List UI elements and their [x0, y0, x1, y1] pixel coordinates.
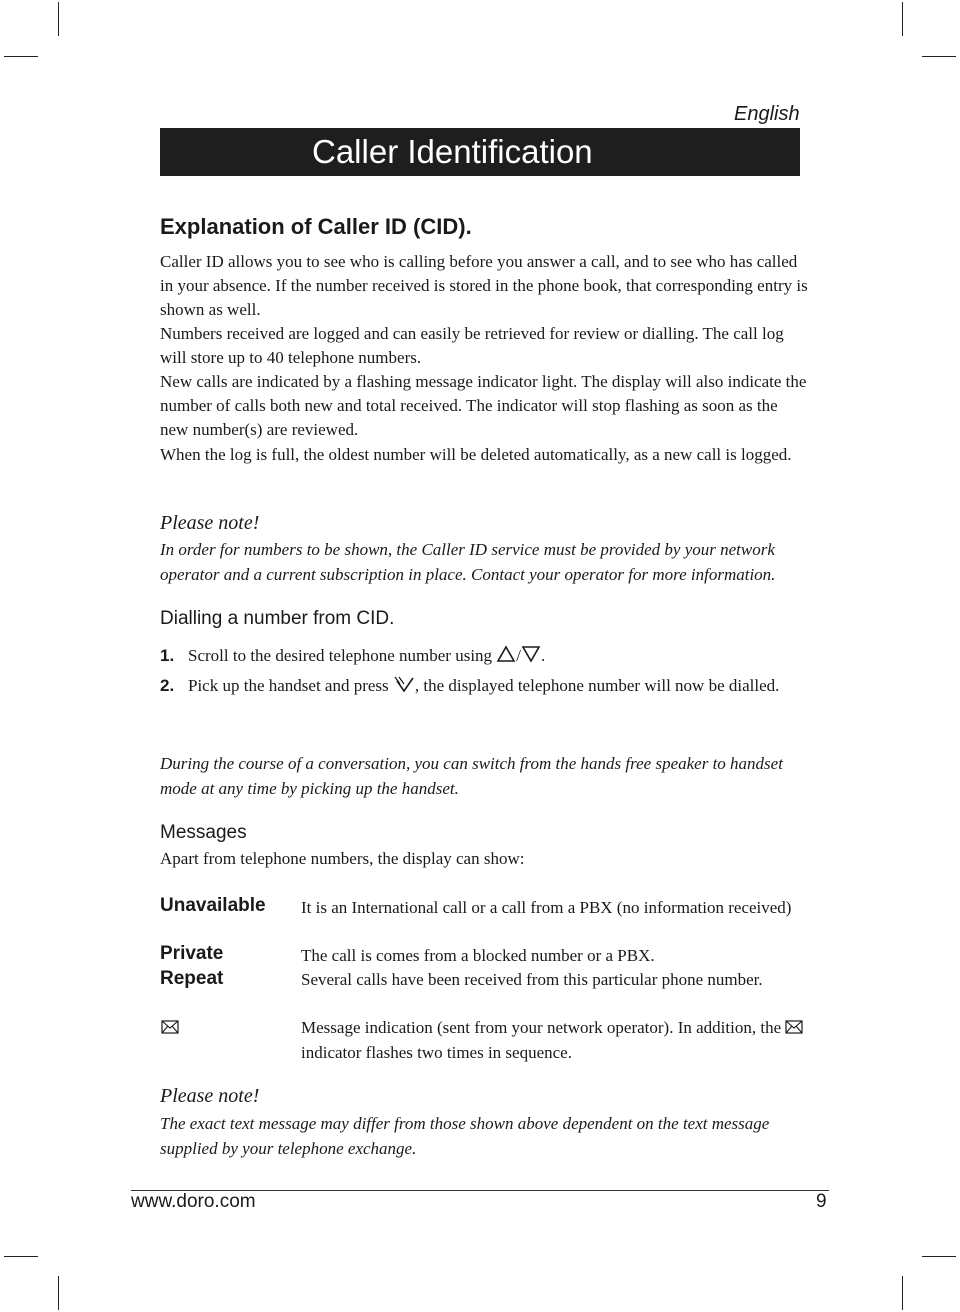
messages-intro: Apart from telephone numbers, the display can show: — [160, 849, 525, 868]
note-heading: Please note! — [160, 512, 260, 534]
paragraph: Caller ID allows you to see who is calling before you answer a call, and to see who has called in your absence. If the number received is stored in the phone book, that corresponding entry is shown as well. — [160, 252, 808, 320]
section-heading-messages: Messages — [160, 822, 247, 843]
section-heading-dialling: Dialling a number from CID. — [160, 608, 395, 629]
envelope-icon — [785, 1017, 803, 1041]
note-text: In order for numbers to be shown, the Caller ID service must be provided by your network operator and a current subscription in place. Contact your operator for more information. — [160, 540, 776, 584]
language-label: English — [734, 103, 800, 125]
footer-url: www.doro.com — [131, 1191, 256, 1212]
section-heading-cid: Explanation of Caller ID (CID). — [160, 214, 472, 239]
message-label-unavailable: Unavailable — [160, 895, 266, 916]
message-label-private: Private — [160, 943, 224, 964]
crop-mark — [902, 1276, 903, 1310]
step-text: Scroll to the desired telephone number using / . — [188, 644, 810, 670]
page-title: Caller Identification — [312, 133, 593, 170]
message-desc: The call is comes from a blocked number or a PBX. — [301, 946, 655, 965]
down-arrow-icon — [521, 645, 541, 670]
paragraph: Numbers received are logged and can easily be retrieved for review or dialling. The call log will store up to 40 telephone numbers. — [160, 324, 784, 368]
page-number: 9 — [816, 1191, 827, 1212]
message-label-repeat: Repeat — [160, 968, 224, 989]
conversation-note: During the course of a conversation, you can switch from the hands free speaker to handset mode at any time by picking up the handset. — [160, 754, 783, 798]
title-bar — [160, 128, 800, 176]
crop-mark — [4, 1256, 38, 1257]
note-text: The exact text message may differ from those shown above dependent on the text message supplied by your telephone exchange. — [160, 1114, 770, 1158]
list-item — [160, 674, 810, 700]
crop-mark — [922, 1256, 956, 1257]
step-text: Pick up the handset and press , the displayed telephone number will now be dialled. — [188, 674, 810, 700]
dial-check-icon — [393, 675, 415, 700]
crop-mark — [58, 2, 59, 36]
message-desc-envelope: Message indication (sent from your network operator). In addition, the indicator flashes two times in sequence. — [301, 1016, 811, 1065]
step-number: 1. — [160, 646, 175, 665]
crop-mark — [4, 56, 38, 57]
message-desc: Several calls have been received from this particular phone number. — [301, 970, 763, 989]
list-item — [160, 644, 810, 670]
paragraph: New calls are indicated by a flashing message indicator light. The display will also indicate the number of calls both new and total received. The indicator will stop flashing as soon as the new number(s) are reviewed. — [160, 372, 807, 440]
step-number: 2. — [160, 676, 175, 695]
crop-mark — [902, 2, 903, 36]
envelope-icon — [161, 1020, 179, 1039]
crop-mark — [58, 1276, 59, 1310]
paragraph: When the log is full, the oldest number will be deleted automatically, as a new call is logged. — [160, 445, 792, 464]
message-desc: It is an International call or a call from a PBX (no information received) — [301, 898, 792, 917]
note-heading: Please note! — [160, 1085, 260, 1107]
crop-mark — [922, 56, 956, 57]
up-arrow-icon — [496, 645, 516, 670]
